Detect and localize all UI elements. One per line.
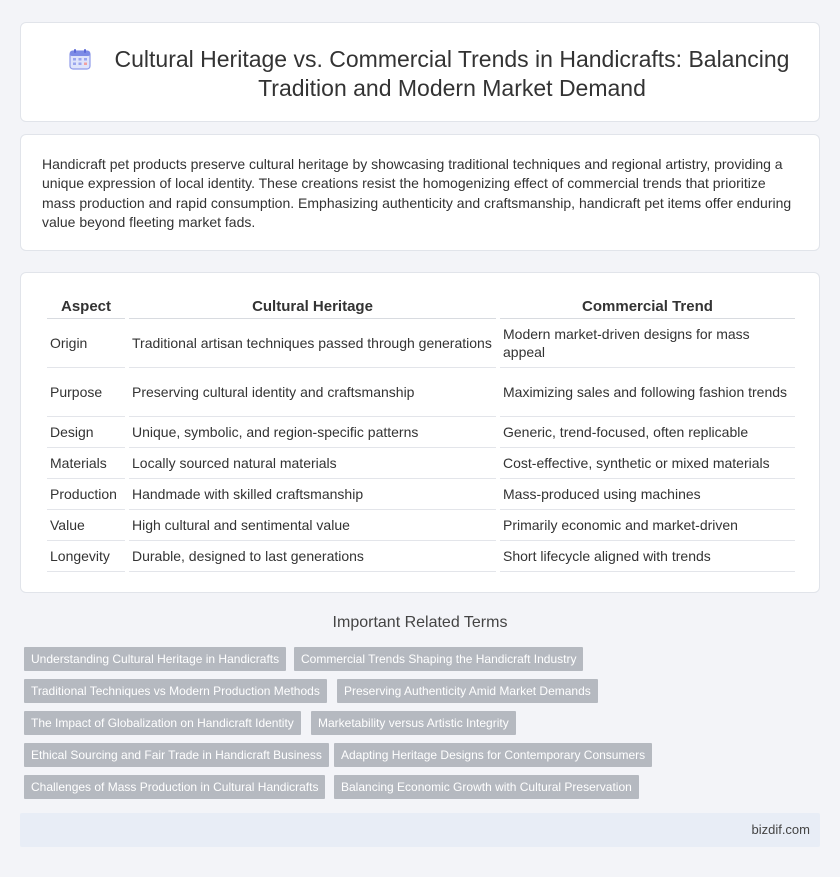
intro-paragraph: Handicraft pet products preserve cultural heritage by showcasing traditional techniques and regional artistry, providing a unique expression of local identity. These creations resist the homogenizing effect of commercial trends that prioritize mass production and rapid consumption. Emphasizing authenticity and craftsmanship, handicraft pet items offer enduring value beyond fleeting market fads. [42,156,792,230]
related-term-tag[interactable]: Traditional Techniques vs Modern Production Methods [24,679,327,703]
page-title: Cultural Heritage vs. Commercial Trends in Handicrafts: Balancing Tradition and Modern Market Demand [114,46,790,101]
table-row [47,368,795,417]
table-row [47,479,795,510]
trend-cell: Primarily economic and market-driven [500,510,795,541]
table-row [47,417,795,448]
heritage-cell: Handmade with skilled craftsmanship [129,479,496,510]
aspect-cell: Production [47,479,125,510]
aspect-cell: Materials [47,448,125,479]
heritage-cell: Unique, symbolic, and region-specific patterns [129,417,496,448]
header-commercial-trend: Commercial Trend [500,297,795,319]
aspect-cell: Origin [47,319,125,368]
trend-cell: Generic, trend-focused, often replicable [500,417,795,448]
table-row [47,319,795,368]
table-row [47,541,795,572]
trend-cell: Cost-effective, synthetic or mixed materials [500,448,795,479]
related-term-tag[interactable]: Ethical Sourcing and Fair Trade in Handicraft Business [24,743,329,767]
comparison-table-card [20,272,820,593]
heritage-cell: Traditional artisan techniques passed through generations [129,319,496,368]
trend-cell: Maximizing sales and following fashion trends [500,368,795,417]
table-row [47,510,795,541]
aspect-cell: Value [47,510,125,541]
heritage-cell: Locally sourced natural materials [129,448,496,479]
related-terms-title: Important Related Terms [332,614,508,631]
table-row [47,448,795,479]
header-card [20,22,820,122]
trend-cell: Modern market-driven designs for mass appeal [500,319,795,368]
trend-cell: Mass-produced using machines [500,479,795,510]
header-aspect: Aspect [47,297,125,319]
aspect-cell: Longevity [47,541,125,572]
footer-site-link[interactable]: bizdif.com [751,822,810,837]
aspect-cell: Purpose [47,368,125,417]
heritage-cell: Preserving cultural identity and craftsmanship [129,368,496,417]
related-term-tag[interactable]: The Impact of Globalization on Handicraft Identity [24,711,301,735]
related-term-tag[interactable]: Commercial Trends Shaping the Handicraft Industry [294,647,583,671]
trend-cell: Short lifecycle aligned with trends [500,541,795,572]
footer [20,813,820,847]
aspect-cell: Design [47,417,125,448]
related-term-tag[interactable]: Preserving Authenticity Amid Market Demands [337,679,598,703]
intro-card [20,134,820,251]
related-term-tag[interactable]: Challenges of Mass Production in Cultural Handicrafts [24,775,325,799]
related-term-tag[interactable]: Understanding Cultural Heritage in Handicrafts [24,647,286,671]
comparison-table [43,297,799,572]
related-term-tag[interactable]: Adapting Heritage Designs for Contemporary Consumers [334,743,652,767]
heritage-cell: High cultural and sentimental value [129,510,496,541]
related-term-tag[interactable]: Marketability versus Artistic Integrity [311,711,516,735]
related-term-tag[interactable]: Balancing Economic Growth with Cultural Preservation [334,775,639,799]
heritage-cell: Durable, designed to last generations [129,541,496,572]
header-cultural-heritage: Cultural Heritage [129,297,496,319]
